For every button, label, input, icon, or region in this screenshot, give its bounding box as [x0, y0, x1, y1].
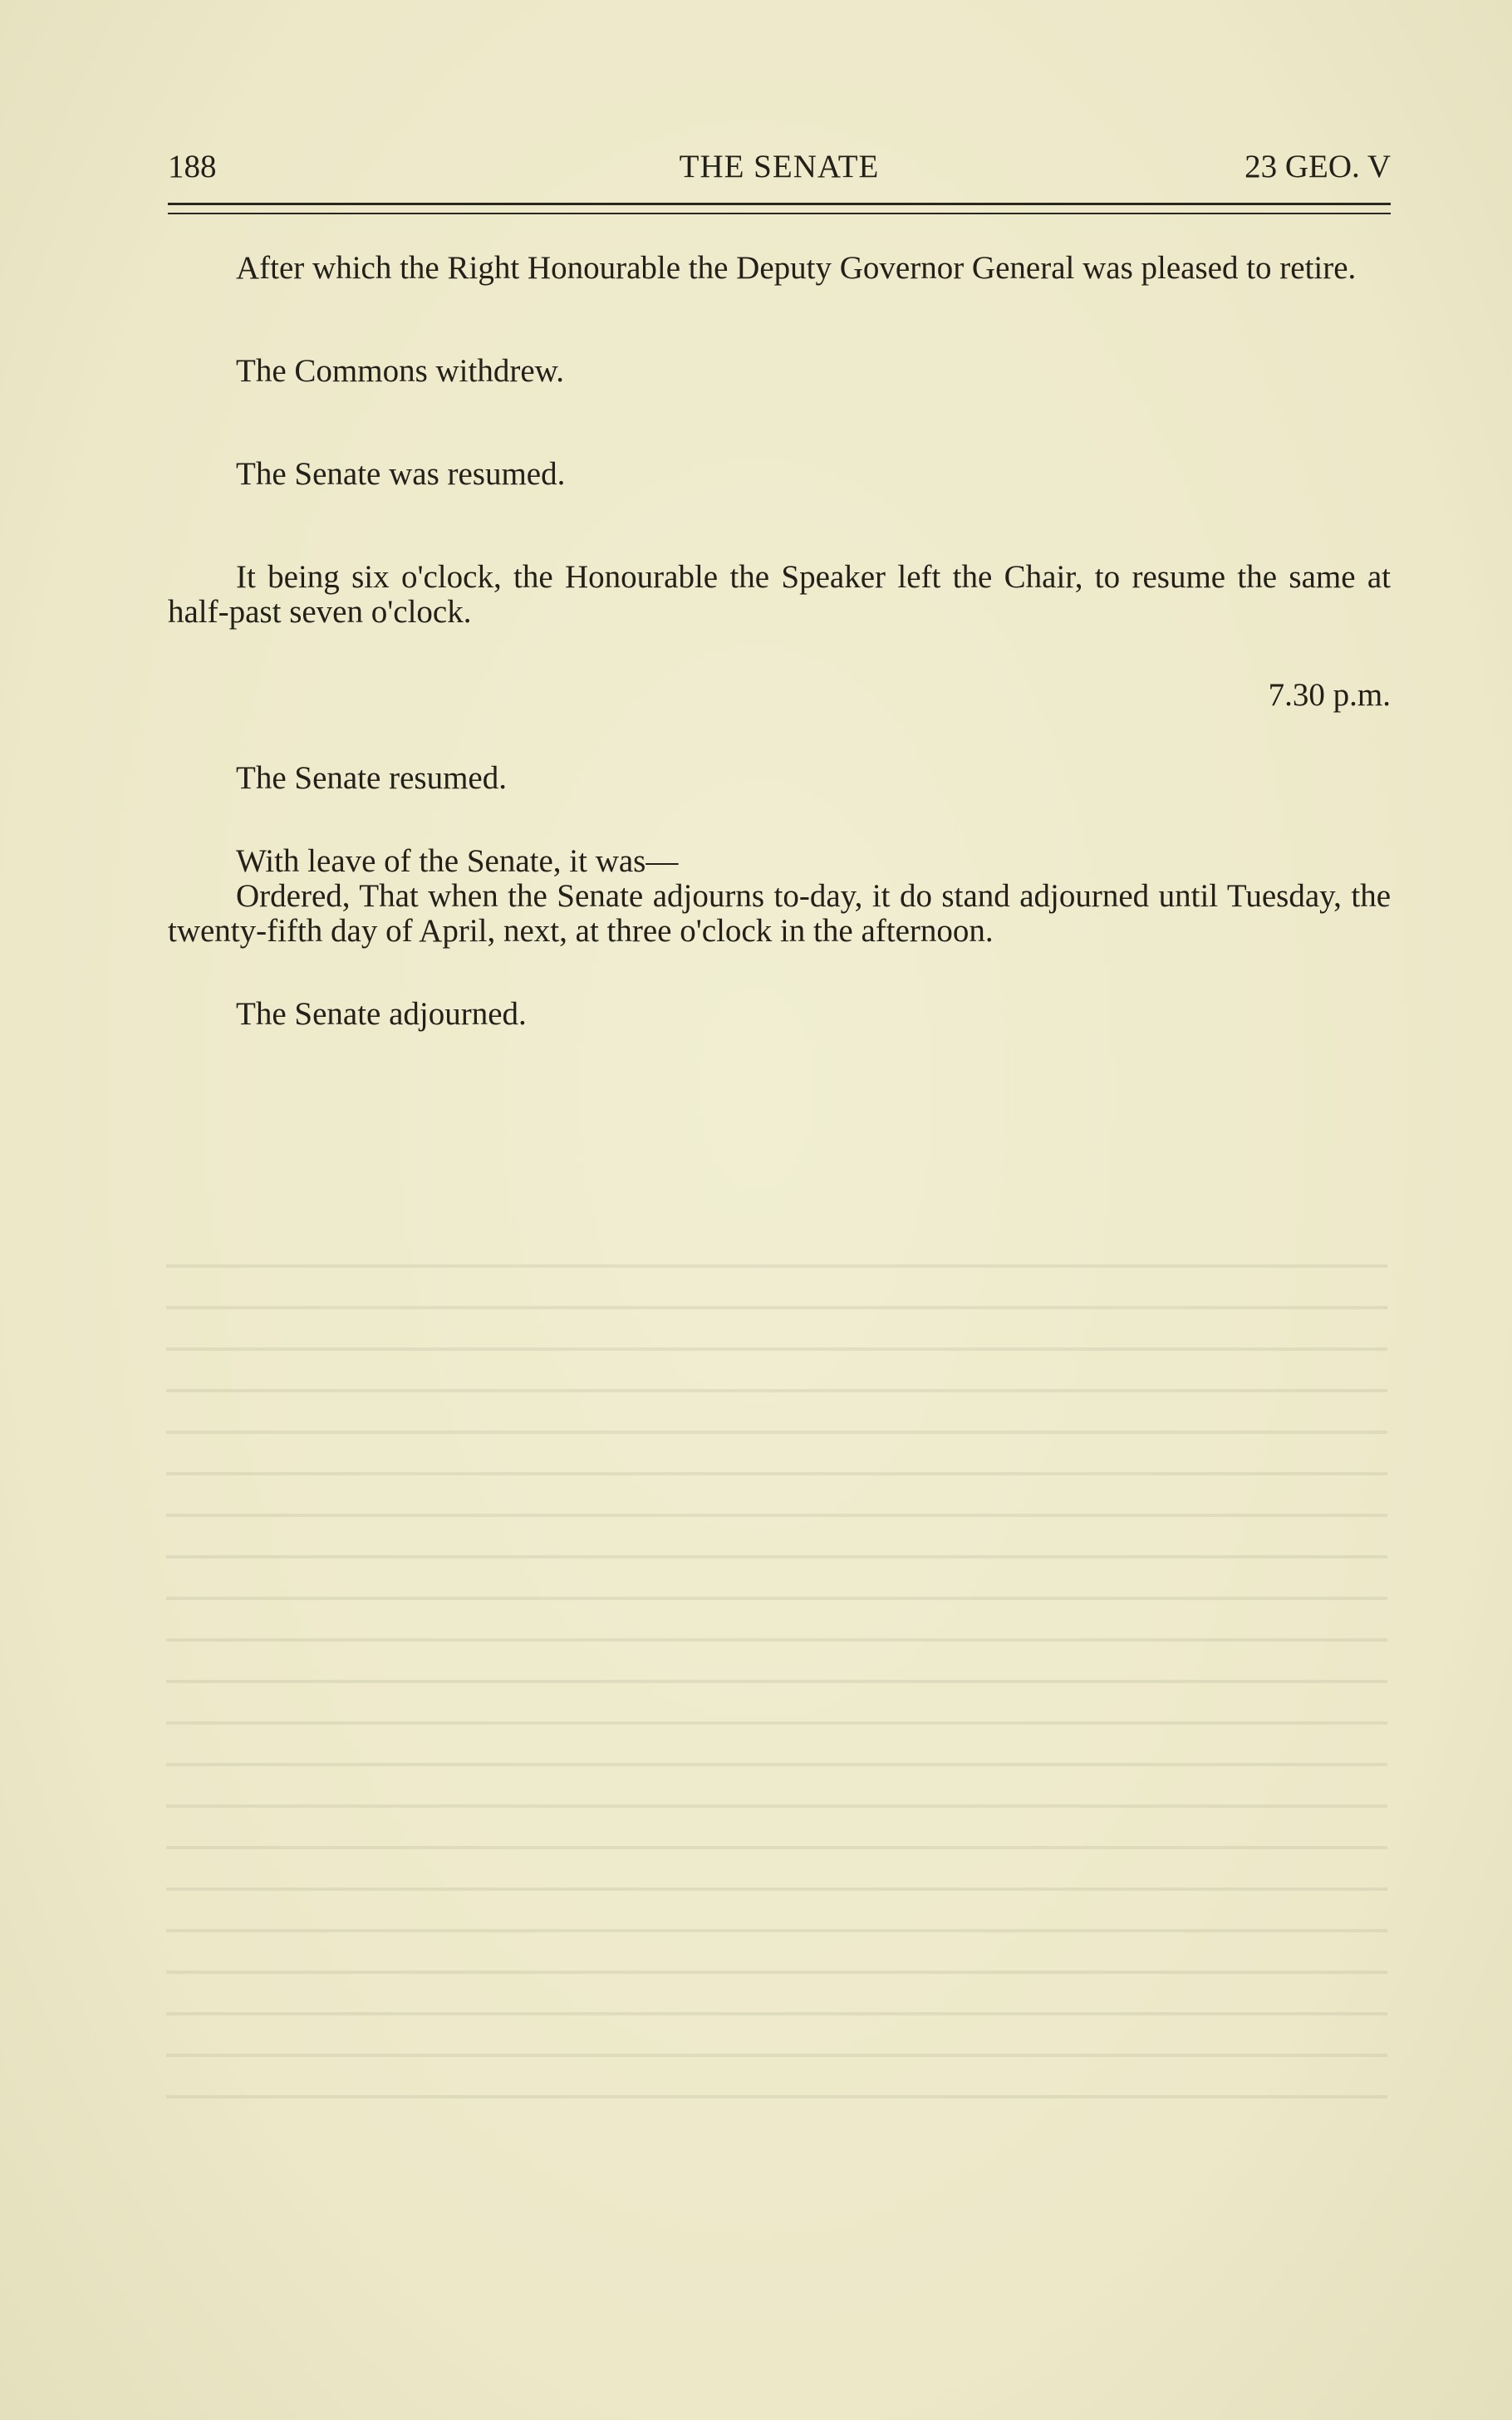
spacer	[168, 630, 1391, 678]
paragraph-senate-adjourned: The Senate adjourned.	[236, 996, 527, 1032]
paragraph-ordered-adjourn: Ordered, That when the Senate adjourns to-day, it do stand adjourned until Tuesday, the twenty-fifth day of April, next, at three o'clock in the afternoon.	[168, 878, 1391, 949]
spacer	[168, 949, 1391, 997]
spacer	[168, 286, 1391, 354]
paragraph-senate-resumed-1: The Senate was resumed.	[236, 456, 566, 492]
paragraph-commons-withdrew: The Commons withdrew.	[236, 353, 565, 389]
paragraph-senate-resumed-2: The Senate resumed.	[236, 760, 507, 796]
regnal-year: 23 GEO. V	[1244, 149, 1391, 184]
paragraph-deputy-retires: After which the Right Honourable the Deputy Governor General was pleased to retire.	[236, 250, 1357, 286]
page-title: THE SENATE	[679, 149, 880, 184]
header-rule-thick	[168, 203, 1391, 205]
paragraph-six-oclock: It being six o'clock, the Honourable the Speaker left the Chair, to resume the same at half-past seven o'clock.	[168, 559, 1391, 630]
spacer	[168, 389, 1391, 457]
spacer	[168, 796, 1391, 844]
spacer	[168, 713, 1391, 761]
page-number: 188	[168, 149, 217, 184]
paragraph-leave-of-senate: With leave of the Senate, it was—	[236, 843, 679, 879]
journal-body	[168, 251, 1391, 1032]
running-header	[168, 146, 1391, 188]
bleed-through-texture	[166, 1246, 1387, 2118]
header-rule-thin	[168, 213, 1391, 214]
time-stamp: 7.30 p.m.	[1268, 677, 1391, 713]
spacer	[168, 492, 1391, 560]
